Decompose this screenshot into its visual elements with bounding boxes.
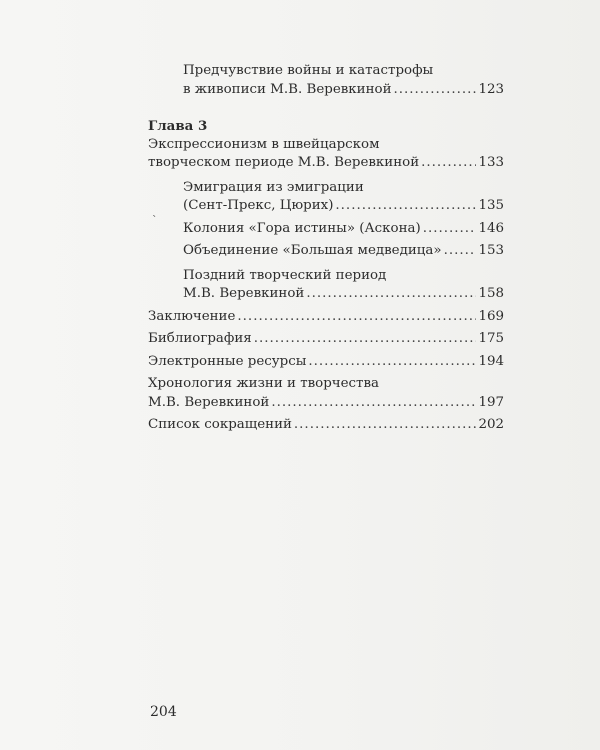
toc-entry-line: [183, 285, 504, 304]
dot-leader: [271, 394, 476, 413]
toc-entry-title: Экспрессионизм в швейцарском: [148, 136, 380, 152]
toc-page-number: 197: [478, 394, 504, 410]
toc-entry-title: Эмиграция из эмиграции: [183, 179, 364, 195]
page-number: 204: [150, 704, 177, 720]
toc-entry-title: Предчувствие войны и катастрофы: [183, 63, 434, 78]
toc-entry-title-cont: в живописи М.В. Веревкиной: [183, 81, 392, 97]
dot-leader: [444, 242, 477, 261]
toc-entry-line: [148, 154, 504, 173]
dot-leader: [423, 220, 477, 239]
toc-entry-colony: [148, 220, 504, 239]
toc-entry-line: [148, 394, 504, 413]
toc-entry-abbreviations: [148, 416, 504, 435]
toc-entry-association: [148, 242, 504, 261]
dot-leader: [308, 353, 476, 372]
toc-entry-title: Колония «Гора истины» (Аскона): [183, 220, 421, 236]
toc-entry-line: [183, 81, 504, 100]
toc-entry-line: [148, 353, 504, 372]
toc-entry-line: [183, 197, 504, 216]
toc-page-number: 153: [478, 243, 504, 258]
toc-entry-line: [183, 220, 504, 239]
margin-mark: ˋ: [152, 214, 158, 227]
toc-entry-late-period: [148, 267, 504, 304]
toc-entry-chapter-3: [148, 136, 504, 173]
toc-entry-title: Список сокращений: [148, 417, 292, 432]
toc-entry-line: [148, 416, 504, 435]
dot-leader: [294, 416, 477, 435]
dot-leader: [306, 285, 476, 304]
toc-page-number: 123: [478, 81, 504, 97]
dot-leader: [335, 197, 476, 216]
toc-page-number: 169: [478, 308, 504, 324]
table-of-contents: [148, 62, 504, 435]
toc-entry-title-cont: М.В. Веревкиной: [183, 286, 305, 301]
toc-entry-line: [148, 330, 504, 349]
toc-entry-line: [148, 308, 504, 327]
toc-entry-bibliography: [148, 330, 504, 349]
toc-page-number: 158: [478, 286, 504, 301]
toc-entry-line: [183, 242, 504, 261]
toc-entry-chronology: [148, 375, 504, 412]
toc-entry-title: Библиография: [148, 331, 252, 346]
toc-entry-title: Объединение «Большая медведица»: [183, 243, 442, 258]
toc-entry-title-cont: (Сент-Прекс, Цюрих): [183, 198, 334, 213]
toc-page-number: 194: [478, 353, 504, 369]
toc-entry-conclusion: [148, 308, 504, 327]
toc-entry-title-cont: М.В. Веревкиной: [148, 394, 270, 410]
toc-page-number: 175: [478, 331, 504, 346]
toc-page-number: 146: [478, 220, 504, 236]
toc-entry-emigration: [148, 179, 504, 216]
dot-leader: [254, 330, 477, 349]
toc-entry-title: Электронные ресурсы: [148, 353, 307, 369]
chapter-heading: Глава 3: [148, 118, 208, 134]
toc-entry-title: Заключение: [148, 308, 236, 324]
dot-leader: [394, 81, 477, 100]
toc-entry-title: Хронология жизни и творчества: [148, 376, 379, 391]
toc-entry-electronic-resources: [148, 353, 504, 372]
toc-page-number: 202: [478, 417, 504, 432]
dot-leader: [421, 154, 476, 173]
toc-page-number: 135: [478, 198, 504, 213]
toc-entry-title-cont: творческом периоде М.В. Веревкиной: [148, 155, 420, 170]
dot-leader: [237, 308, 476, 327]
toc-page-number: 133: [478, 155, 504, 170]
toc-entry-title: Поздний творческий период: [183, 267, 387, 283]
toc-entry-war-premonition: [148, 62, 504, 99]
